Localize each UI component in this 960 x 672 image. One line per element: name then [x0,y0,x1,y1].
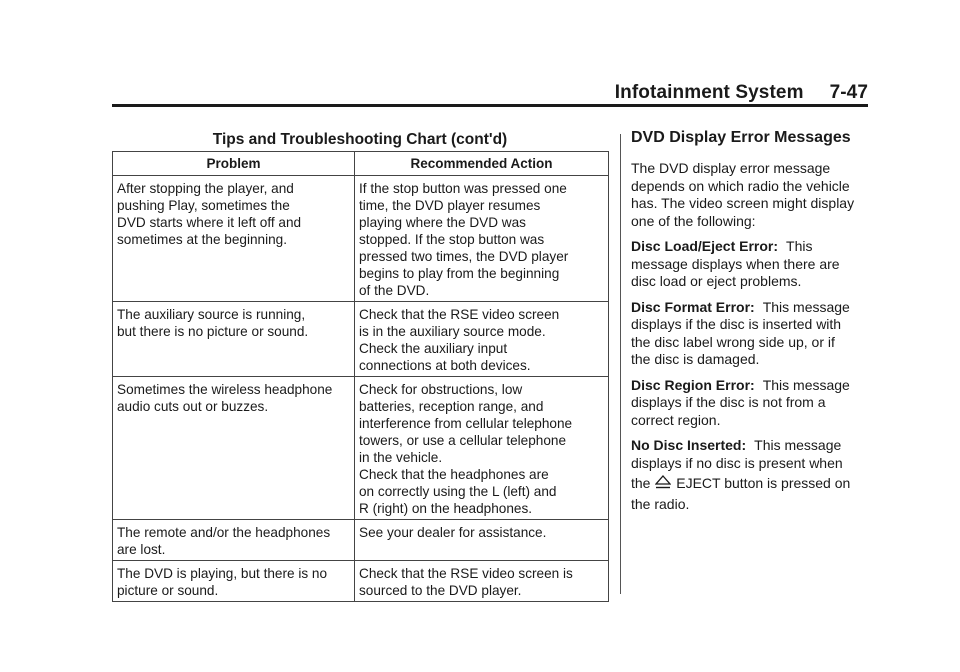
cell-text: pressed two times, the DVD player [359,249,569,264]
error-text: displays if no disc is present when [631,454,843,471]
error-messages-section [631,128,876,521]
cell-text: See your dealer for assistance. [359,525,547,540]
cell-text: The remote and/or the headphones [117,525,331,540]
cell-text: sourced to the DVD player. [359,583,522,598]
page-number: 7-47 [829,82,868,103]
cell-text: of the DVD. [359,283,430,298]
error-text: message displays when there are [631,255,840,272]
cell-text: on correctly using the L (left) and [359,484,557,499]
cell-text: is in the auxiliary source mode. [359,324,546,339]
error-term: Disc Region Error: [631,376,755,393]
intro-line: depends on which radio the vehicle [631,177,850,194]
cell-text: Check that the RSE video screen [359,307,560,322]
error-disc-format [631,299,876,369]
cell-text: interference from cellular telephone [359,416,573,431]
error-text: This message [762,298,850,315]
problem-cell [113,520,355,561]
error-term: Disc Load/Eject Error: [631,238,779,254]
table-row [113,377,609,520]
section-heading: DVD Display Error Messages [631,129,851,146]
table-title: Tips and Troubleshooting Chart (cont'd) [212,131,508,148]
column-header-problem: Problem [113,152,355,176]
cell-text: R (right) on the headphones. [359,501,533,516]
cell-text: audio cuts out or buzzes. [117,399,269,414]
column-divider [620,134,621,594]
cell-text: After stopping the player, and [117,181,294,196]
table-row [113,520,609,561]
action-cell [355,176,609,302]
cell-text: batteries, reception range, and [359,399,544,414]
error-text: the disc is damaged. [631,351,760,367]
error-disc-load [631,238,876,291]
error-text: disc load or eject problems. [631,273,802,289]
error-disc-region [631,377,876,430]
cell-text: The auxiliary source is running, [117,307,306,322]
error-text: the disc label wrong side up, or if [631,333,835,350]
table-row [113,302,609,377]
intro-paragraph [631,160,876,230]
error-text: correct region. [631,411,721,428]
cell-text: Check for obstructions, low [359,382,523,397]
cell-text: Sometimes the wireless headphone [117,382,333,397]
error-no-disc [631,437,876,513]
cell-text: are lost. [117,542,166,557]
problem-cell [113,377,355,520]
cell-text: The DVD is playing, but there is no [117,566,328,581]
cell-text: in the vehicle. [359,450,443,465]
action-cell [355,302,609,377]
cell-text: towers, or use a cellular telephone [359,433,567,448]
error-text: the radio. [631,495,690,512]
problem-cell [113,302,355,377]
cell-text: playing where the DVD was [359,215,526,230]
page-header [112,76,868,104]
cell-text: but there is no picture or sound. [117,324,309,339]
section-title: Infotainment System [614,82,804,103]
cell-text: If the stop button was pressed one [359,181,567,196]
cell-text: DVD starts where it left off and [117,215,302,230]
intro-line: The DVD display error message [631,160,831,176]
error-term: No Disc Inserted: [631,437,747,453]
cell-text: stopped. If the stop button was [359,232,545,247]
cell-text: connections at both devices. [359,358,531,373]
cell-text: picture or sound. [117,583,219,598]
cell-text: Check the auxiliary input [359,341,508,356]
error-text: This message [762,376,850,393]
table-row [113,561,609,602]
intro-line: has. The video screen might display [631,195,855,211]
column-header-action: Recommended Action [355,152,609,176]
action-cell [355,377,609,520]
header-rule [112,104,868,107]
problem-cell [113,176,355,302]
cell-text: pushing Play, sometimes the [117,198,290,213]
error-text: the [631,475,651,491]
eject-icon [655,475,671,489]
troubleshooting-table [112,151,609,602]
intro-line: one of the following: [631,212,756,229]
table-header-row [113,152,609,176]
error-text: displays if the disc is not from a [631,394,826,410]
action-cell [355,520,609,561]
error-text: This [786,238,813,254]
error-text: This message [754,437,842,453]
action-cell [355,561,609,602]
error-text: displays if the disc is inserted with [631,316,842,332]
cell-text: Check that the headphones are [359,467,549,482]
cell-text: sometimes at the beginning. [117,232,288,247]
problem-cell [113,561,355,602]
table-row [113,176,609,302]
cell-text: time, the DVD player resumes [359,198,541,213]
cell-text: begins to play from the beginning [359,266,560,281]
error-text: EJECT button is pressed on [676,475,851,491]
error-term: Disc Format Error: [631,298,755,315]
cell-text: Check that the RSE video screen is [359,566,573,581]
